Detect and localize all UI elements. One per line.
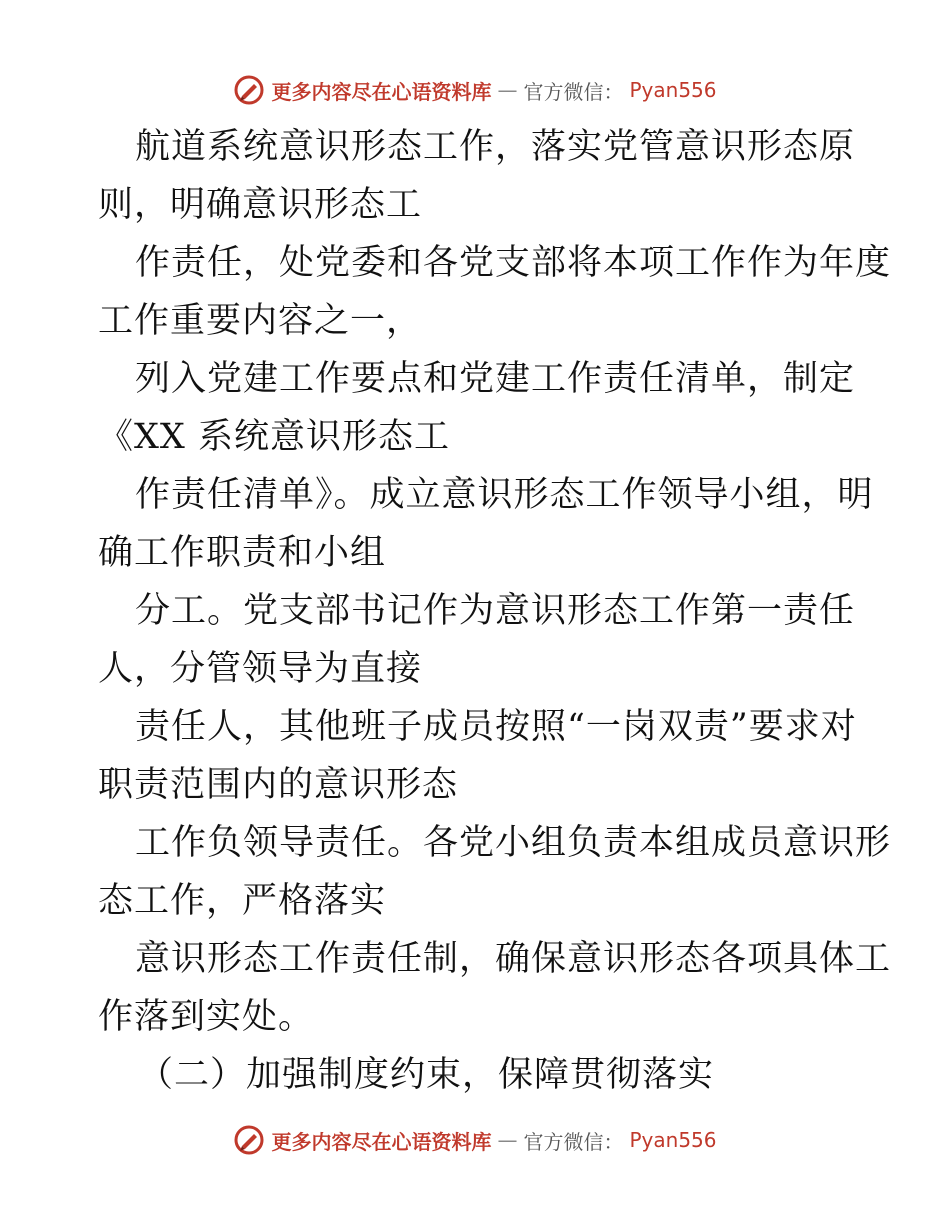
watermark-wechat-label: 官方微信： (523, 79, 624, 104)
body-line: 态工作，严格落实 (98, 881, 387, 921)
body-line: 确工作职责和小组 (98, 533, 387, 573)
body-line: 航道系统意识形态工作，落实党管意识形态原 (135, 127, 856, 167)
watermark-separator: — (497, 78, 518, 102)
body-line: 《XX 系统意识形态工 (98, 417, 450, 457)
body-line: 工作重要内容之一， (98, 301, 423, 341)
body-line: 责任人，其他班子成员按照“一岗双责”要求对 (135, 707, 857, 747)
watermark-separator: — (497, 1128, 518, 1152)
document-body (98, 118, 892, 1104)
watermark-main-text: 更多内容尽在心语资料库 (271, 1129, 492, 1154)
body-line: 列入党建工作要点和党建工作责任清单，制定 (135, 359, 856, 399)
watermark-main-text: 更多内容尽在心语资料库 (271, 79, 492, 104)
watermark-wechat-id: Pyan556 (629, 1128, 717, 1152)
watermark-wechat-label: 官方微信： (523, 1129, 624, 1154)
body-line: 作责任清单》。成立意识形态工作领导小组，明 (135, 475, 874, 515)
body-line: 工作负领导责任。各党小组负责本组成员意识形 (135, 823, 892, 863)
pen-logo-icon (233, 74, 265, 106)
section-heading: （二）加强制度约束，保障贯彻落实 (138, 1055, 715, 1095)
watermark-wechat-id: Pyan556 (629, 78, 717, 102)
body-line: 则，明确意识形态工 (98, 185, 423, 225)
body-line: 作落到实处。 (98, 997, 315, 1037)
body-line: 分工。党支部书记作为意识形态工作第一责任 (135, 591, 856, 631)
body-line: 作责任，处党委和各党支部将本项工作作为年度 (135, 243, 892, 283)
body-line: 人，分管领导为直接 (98, 649, 423, 689)
body-line: 意识形态工作责任制，确保意识形态各项具体工 (135, 939, 892, 979)
header-watermark (0, 70, 950, 110)
body-line: 职责范围内的意识形态 (98, 765, 459, 805)
footer-watermark (0, 1120, 950, 1160)
pen-logo-icon (233, 1124, 265, 1156)
